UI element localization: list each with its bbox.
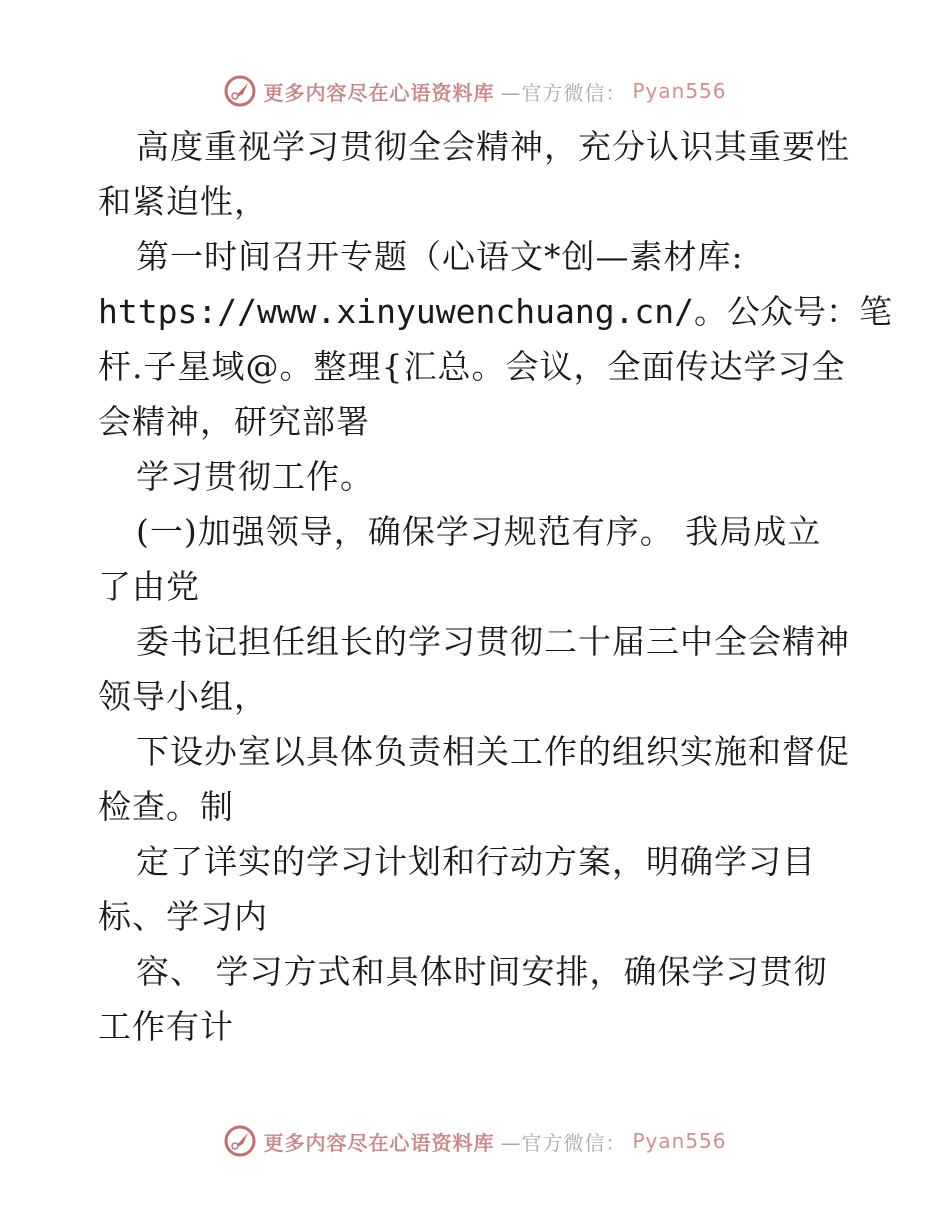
paragraph-line: 检查。制 [98, 787, 234, 826]
watermark-wechat-id: Pyan556 [632, 1129, 727, 1153]
quill-logo-icon [223, 74, 257, 108]
paragraph-line: 工作有计 [98, 1007, 234, 1046]
paragraph-line: 领导小组， [98, 677, 268, 716]
paragraph-line: 标、学习内 [98, 897, 268, 936]
document-body [98, 122, 893, 1057]
paragraph-line: 会精神，研究部署 [98, 402, 370, 441]
watermark-text: 更多内容尽在心语资料库 [263, 80, 495, 105]
watermark-text: 更多内容尽在心语资料库 [263, 1130, 495, 1155]
watermark-separator: —官方微信： [500, 1130, 627, 1155]
paragraph-line: 高度重视学习贯彻全会精神，充分认识其重要性 [136, 127, 850, 166]
paragraph-line: 委书记担任组长的学习贯彻二十届三中全会精神 [136, 622, 850, 661]
paragraph-line: https://www.xinyuwenchuang.cn/。公众号：笔 [98, 292, 893, 331]
watermark-wechat-id: Pyan556 [632, 79, 727, 103]
paragraph-line: 下设办室以具体负责相关工作的组织实施和督促 [136, 732, 850, 771]
header-watermark [0, 74, 950, 108]
section-heading-line: (一)加强领导，确保学习规范有序。 我局成立 [136, 512, 822, 551]
paragraph-line: 学习贯彻工作。 [136, 457, 374, 496]
watermark-separator: —官方微信： [500, 80, 627, 105]
quill-logo-icon [223, 1124, 257, 1158]
paragraph-line: 杆.子星域@。整理{汇总。会议，全面传达学习全 [98, 347, 846, 386]
footer-watermark [0, 1124, 950, 1158]
paragraph-line: 容、 学习方式和具体时间安排，确保学习贯彻 [136, 952, 828, 991]
paragraph-line: 定了详实的学习计划和行动方案，明确学习目 [136, 842, 816, 881]
paragraph-line: 和紧迫性， [98, 182, 268, 221]
paragraph-line: 第一时间召开专题（心语文*创—素材库: [136, 237, 744, 276]
paragraph-line: 了由党 [98, 567, 200, 606]
